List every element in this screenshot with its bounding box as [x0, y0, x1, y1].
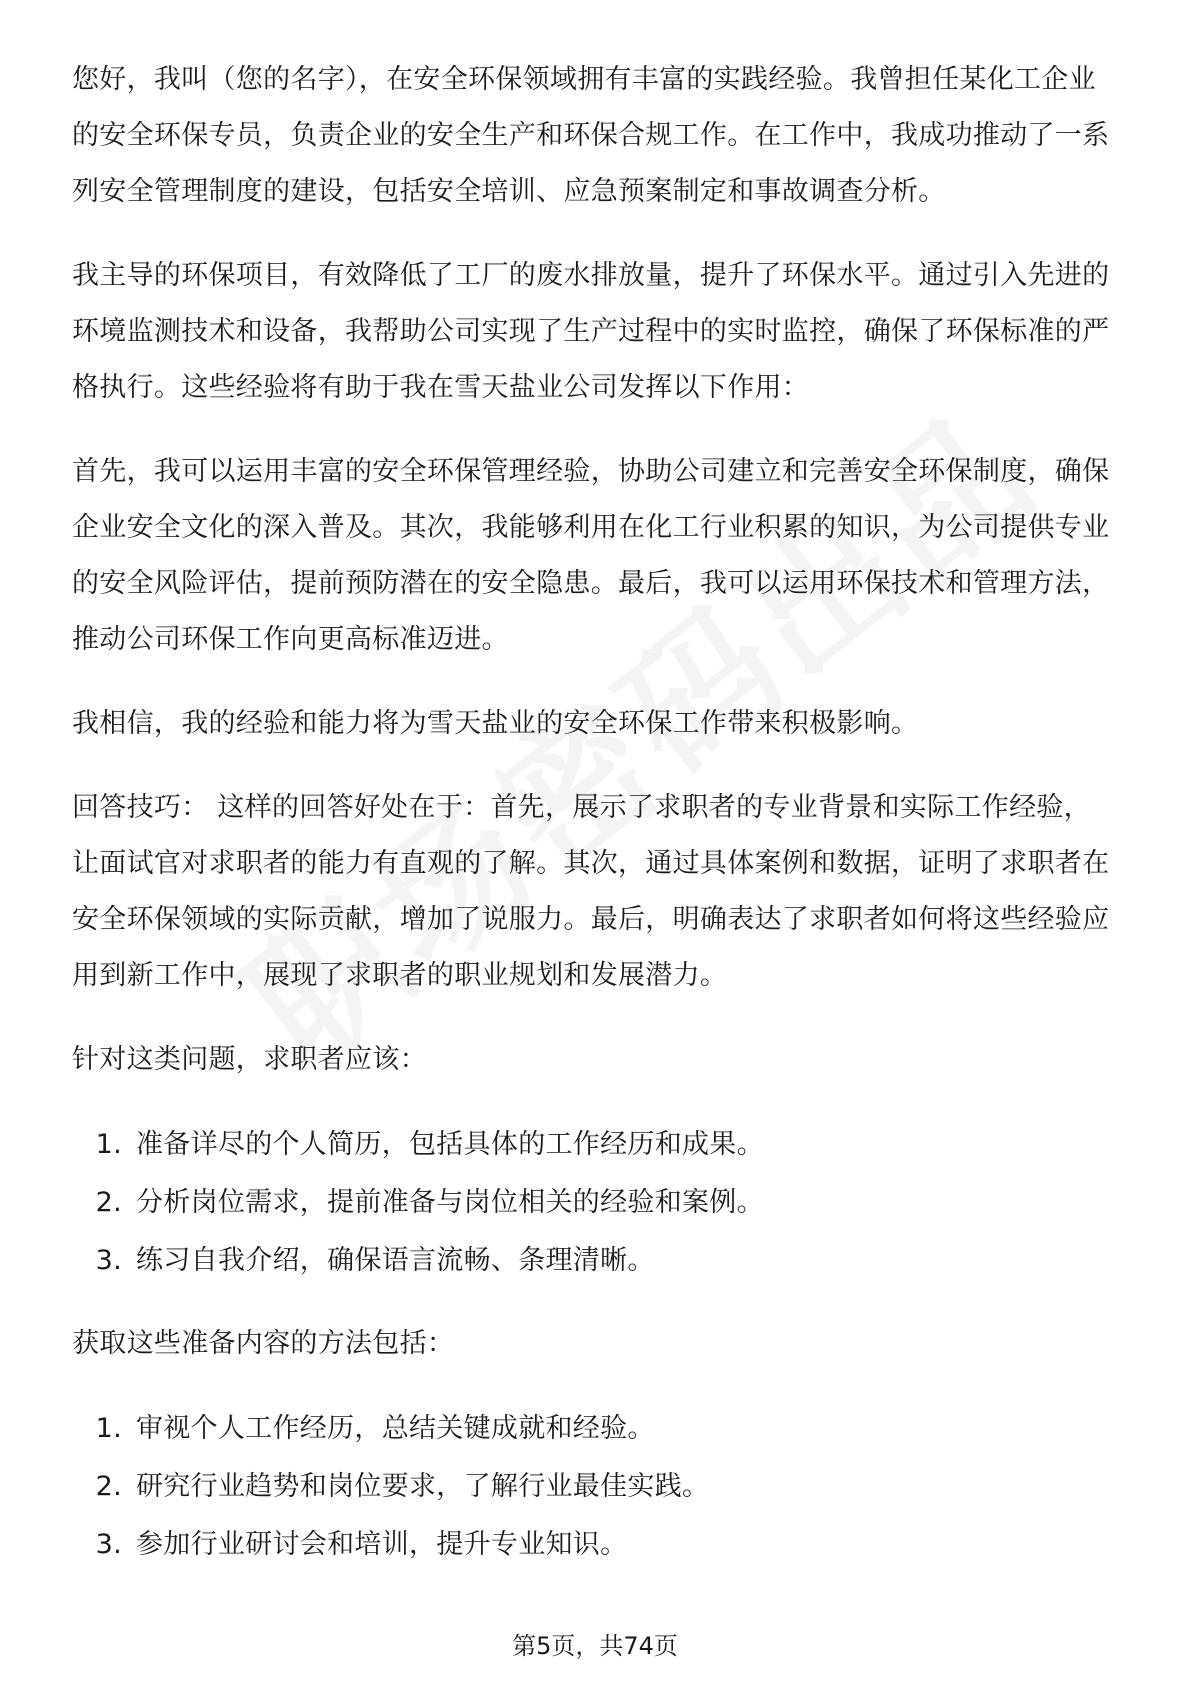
list-item-text: 研究行业趋势和岗位要求，了解行业最佳实践。 — [136, 1471, 710, 1502]
paragraph-tips: 回答技巧： 这样的回答好处在于：首先，展示了求职者的专业背景和实际工作经验，让面试官对求职者的能力有直观的了解。其次，通过具体案例和数据，证明了求职者在安全环保领域的实际贡献，增加了说服力。最后，明确表达了求职者如何将这些经验应用到新工作中，展现了求职者的职业规划和发展潜力。 — [72, 792, 1110, 991]
list-item-number: 3. — [95, 1245, 122, 1276]
list-item-text: 参加行业研讨会和培训，提升专业知识。 — [136, 1529, 628, 1560]
list-item — [72, 1232, 1118, 1290]
list-item-number: 1. — [95, 1413, 122, 1444]
paragraph-methods: 获取这些准备内容的方法包括： — [72, 1328, 455, 1359]
methods-list — [72, 1400, 1118, 1574]
list-item — [72, 1400, 1118, 1458]
list-item-number: 2. — [95, 1187, 122, 1218]
list-item-text: 审视个人工作经历，总结关键成就和经验。 — [136, 1413, 655, 1444]
list-item — [72, 1116, 1118, 1174]
paragraph-project: 我主导的环保项目，有效降低了工厂的废水排放量，提升了环保水平。通过引入先进的环境监测技术和设备，我帮助公司实现了生产过程中的实时监控，确保了环保标准的严格执行。这些经验将有助于我在雪天盐业公司发挥以下作用： — [72, 260, 1110, 403]
list-item — [72, 1174, 1118, 1232]
paragraph-contribution: 首先，我可以运用丰富的安全环保管理经验，协助公司建立和完善安全环保制度，确保企业安全文化的深入普及。其次，我能够利用在化工行业积累的知识，为公司提供专业的安全风险评估，提前预防潜在的安全隐患。最后，我可以运用环保技术和管理方法，推动公司环保工作向更高标准迈进。 — [72, 456, 1110, 655]
list-item-number: 1. — [95, 1129, 122, 1160]
list-item-text: 分析岗位需求，提前准备与岗位相关的经验和案例。 — [136, 1187, 764, 1218]
page-number: 第5页，共74页 — [512, 1632, 678, 1660]
list-item-text: 准备详尽的个人简历，包括具体的工作经历和成果。 — [136, 1129, 764, 1160]
document-body — [72, 52, 1118, 1600]
list-item — [72, 1458, 1118, 1516]
list-item-number: 3. — [95, 1529, 122, 1560]
paragraph-belief: 我相信，我的经验和能力将为雪天盐业的安全环保工作带来积极影响。 — [72, 708, 919, 739]
list-item-text: 练习自我介绍，确保语言流畅、条理清晰。 — [136, 1245, 655, 1276]
list-item — [72, 1516, 1118, 1574]
list-item-number: 2. — [95, 1471, 122, 1502]
paragraph-should: 针对这类问题，求职者应该： — [72, 1044, 427, 1075]
preparation-list — [72, 1116, 1118, 1290]
paragraph-intro: 您好，我叫（您的名字），在安全环保领域拥有丰富的实践经验。我曾担任某化工企业的安全环保专员，负责企业的安全生产和环保合规工作。在工作中，我成功推动了一系列安全管理制度的建设，包括安全培训、应急预案制定和事故调查分析。 — [72, 64, 1110, 207]
